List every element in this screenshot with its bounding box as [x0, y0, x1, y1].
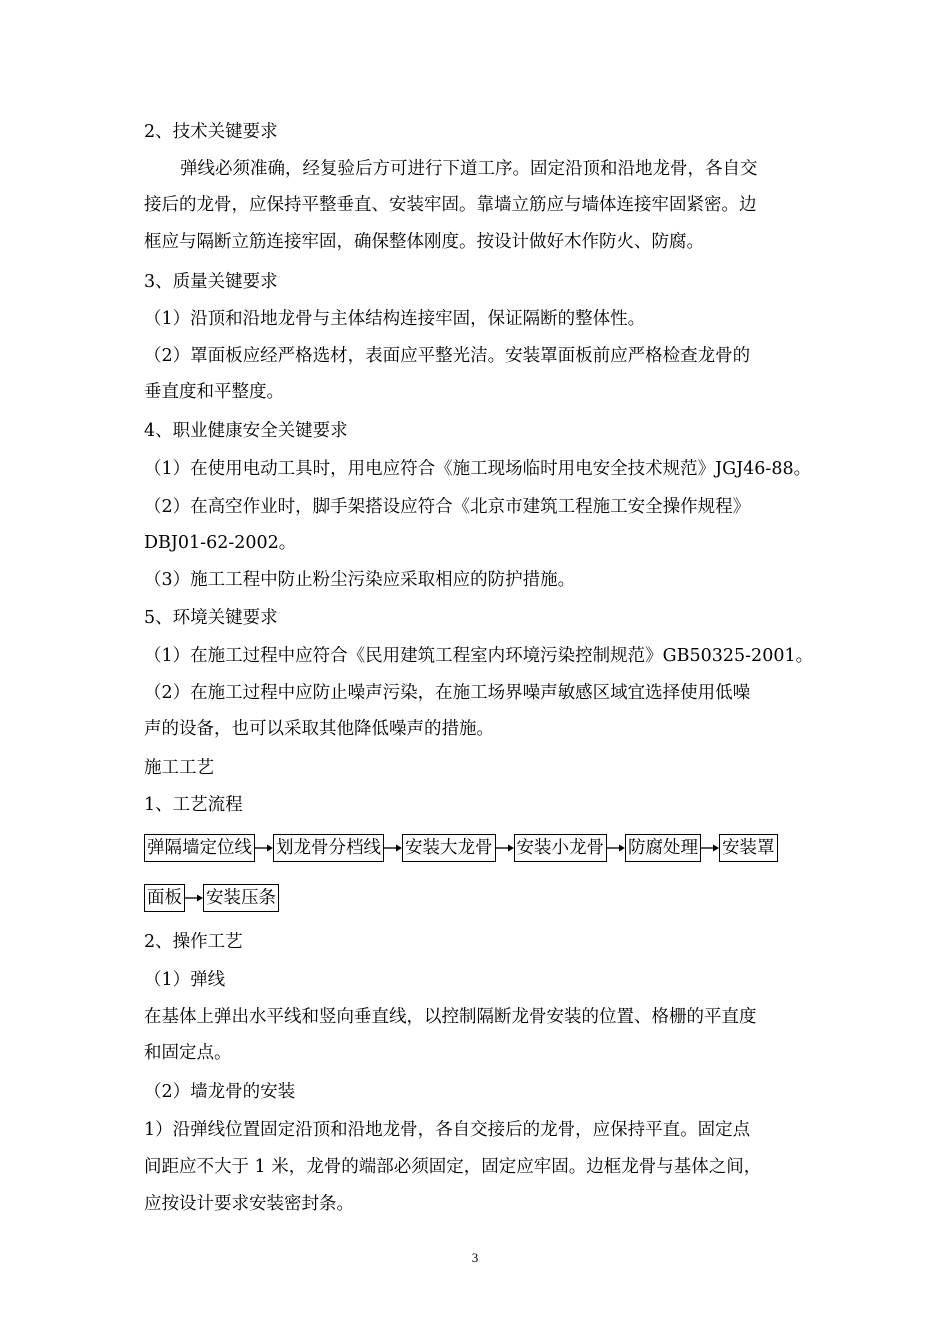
flow-step: 安装压条 — [203, 884, 279, 912]
list-item: （2）在施工过程中应防止噪声污染，在施工场界噪声敏感区域宜选择使用低噪 — [144, 683, 751, 703]
craft-title: 施工工艺 — [144, 758, 214, 778]
page-number: 3 — [471, 1250, 479, 1265]
paragraph-line: 在基体上弹出水平线和竖向垂直线，以控制隔断龙骨安装的位置、格栅的平直度 — [144, 1007, 757, 1027]
paragraph-line: 垂直度和平整度。 — [144, 382, 284, 402]
paragraph-line: 弹线必须准确，经复验后方可进行下道工序。固定沿顶和沿地龙骨，各自交 — [180, 159, 758, 179]
list-item: （1）在使用电动工具时，用电应符合《施工现场临时用电安全技术规范》JGJ46-88。 — [144, 459, 812, 479]
operation-title: 2、操作工艺 — [144, 932, 243, 952]
list-item: （1）弹线 — [144, 970, 226, 990]
section-5-title: 5、环境关键要求 — [144, 608, 278, 628]
flow-step: 划龙骨分档线 — [273, 834, 384, 862]
list-item: （1）沿顶和沿地龙骨与主体结构连接牢固，保证隔断的整体性。 — [144, 309, 646, 329]
section-2-title: 2、技术关键要求 — [144, 122, 278, 142]
flow-step: 安装大龙骨 — [402, 834, 496, 862]
process-flow-row-1 — [144, 834, 778, 862]
flow-step: 安装罩 — [719, 834, 778, 862]
arrow-right-icon — [255, 841, 273, 855]
list-item: （1）在施工过程中应符合《民用建筑工程室内环境污染控制规范》GB50325-2001。 — [144, 646, 814, 666]
flow-step: 安装小龙骨 — [514, 834, 608, 862]
paragraph-line: 声的设备，也可以采取其他降低噪声的措施。 — [144, 719, 494, 739]
flow-step: 防腐处理 — [625, 834, 701, 862]
list-item: （2）在高空作业时，脚手架搭设应符合《北京市建筑工程施工安全操作规程》 — [144, 497, 751, 517]
process-flow-row-2 — [144, 884, 279, 912]
section-4-title: 4、职业健康安全关键要求 — [144, 421, 348, 441]
paragraph-line: DBJ01-62-2002。 — [144, 533, 297, 553]
flow-step: 弹隔墙定位线 — [144, 834, 255, 862]
arrow-right-icon — [701, 841, 719, 855]
paragraph-line: 和固定点。 — [144, 1043, 232, 1063]
arrow-right-icon — [607, 841, 625, 855]
flow-title: 1、工艺流程 — [144, 795, 243, 815]
arrow-right-icon — [384, 841, 402, 855]
list-item: （2）墙龙骨的安装 — [144, 1082, 296, 1102]
list-item: （2）罩面板应经严格选材，表面应平整光洁。安装罩面板前应严格检查龙骨的 — [144, 346, 751, 366]
arrow-right-icon — [185, 891, 203, 905]
paragraph-line: 应按设计要求安装密封条。 — [144, 1194, 354, 1214]
section-3-title: 3、质量关键要求 — [144, 272, 278, 292]
paragraph-line: 间距应不大于 1 米，龙骨的端部必须固定，固定应牢固。边框龙骨与基体之间， — [144, 1157, 762, 1177]
paragraph-line: 接后的龙骨，应保持平整垂直、安装牢固。靠墙立筋应与墙体连接牢固紧密。边 — [144, 195, 757, 215]
list-item: （3）施工工程中防止粉尘污染应采取相应的防护措施。 — [144, 570, 576, 590]
paragraph-line: 1）沿弹线位置固定沿顶和沿地龙骨，各自交接后的龙骨，应保持平直。固定点 — [144, 1120, 751, 1140]
flow-step: 面板 — [144, 884, 185, 912]
paragraph-line: 框应与隔断立筋连接牢固，确保整体刚度。按设计做好木作防火、防腐。 — [144, 232, 704, 252]
arrow-right-icon — [496, 841, 514, 855]
